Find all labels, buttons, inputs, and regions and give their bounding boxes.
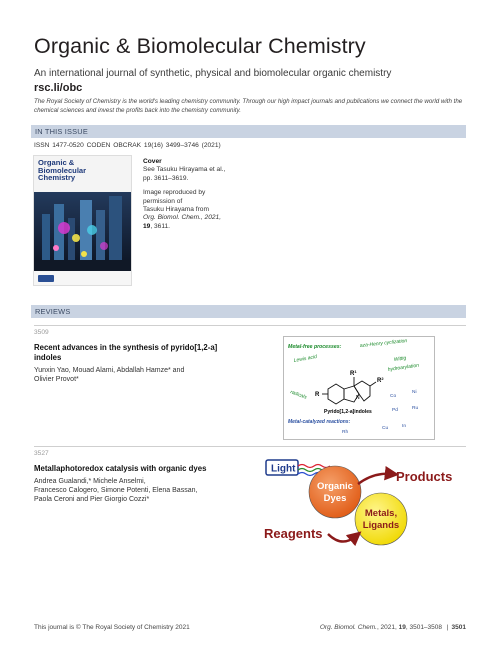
ligands-label: Ligands	[362, 520, 400, 531]
core-label: Pyrido[1,2-a]indoles	[324, 409, 372, 415]
in-this-issue-heading: IN THIS ISSUE	[35, 127, 88, 136]
r2-label: $R^2$	[377, 376, 384, 384]
article-page-number: 3509	[34, 329, 49, 336]
radicals-label: radicals	[289, 389, 308, 401]
reproduced-line1: Image reproduced by	[143, 189, 206, 197]
rsc-logo-icon	[38, 275, 54, 282]
metal-free-label: Metal-free processes:	[288, 344, 342, 350]
cover-image[interactable]	[33, 155, 132, 286]
issn-line: ISSN 1477-0520 CODEN OBCRAK 19(16) 3499–3746 (2021)	[34, 142, 221, 149]
footer-citation: Org. Biomol. Chem., 2021, 19, 3501–3508 | 3501	[319, 624, 466, 631]
metal-cu: Cu	[382, 426, 389, 431]
reagents-label: Reagents	[264, 526, 323, 541]
lewis-acid-label: Lewis acid	[293, 354, 318, 364]
metal-rh: Rh	[342, 430, 349, 435]
divider	[34, 325, 466, 326]
reproduced-line4: Org. Biomol. Chem., 2021,	[143, 214, 222, 222]
toc-graphic-svg	[284, 337, 434, 439]
cover-header	[34, 156, 131, 192]
n-atom-label: N	[356, 395, 360, 401]
metal-pd: Pd	[392, 408, 398, 413]
page-number: 3501	[451, 624, 466, 631]
metal-in: In	[402, 424, 407, 429]
organic-label: Organic	[317, 481, 353, 492]
metal-catalyzed-label: Metal-catalyzed reactions:	[288, 419, 351, 425]
metals-label: Metals,	[364, 508, 398, 519]
cover-footer	[34, 271, 131, 285]
toc-graphic-metallaphotoredox[interactable]	[262, 456, 452, 564]
journal-url[interactable]: rsc.li/obc	[34, 82, 83, 94]
cover-label: Cover	[143, 158, 162, 165]
article-title[interactable]: Recent advances in the synthesis of pyrido[1,2-a] indoles	[34, 343, 218, 362]
journal-title: Organic & Biomolecular Chemistry	[34, 34, 366, 58]
reproduced-line2: permission of	[143, 197, 183, 205]
journal-subtitle: An international journal of synthetic, physical and biomolecular organic chemistry	[34, 68, 392, 79]
arrow-from-reagents	[328, 534, 356, 542]
organic-dyes-circle	[309, 466, 361, 518]
cover-journal-title: Organic & Biomolecular Chemistry	[38, 158, 87, 183]
cover-see[interactable]: See Tasuku Hirayama et al.,	[143, 166, 226, 174]
wittig-label: Wittig	[393, 355, 407, 363]
arrow-to-products	[358, 474, 392, 484]
reviews-bar	[31, 305, 466, 318]
toc-graphic-svg	[262, 456, 452, 564]
metals-ligands-circle	[355, 493, 407, 545]
metal-co: Co	[390, 394, 397, 399]
footer-copyright: This journal is © The Royal Society of Chemistry 2021	[34, 624, 190, 631]
light-wave-icon	[298, 465, 330, 468]
reviews-heading: REVIEWS	[35, 307, 71, 316]
metal-ni: Ni	[412, 390, 417, 395]
pyridoindole-structure	[322, 377, 376, 404]
dyes-label: Dyes	[323, 493, 347, 504]
hydroarylation-label: hydroarylation	[387, 362, 420, 373]
r-label: R	[315, 392, 320, 398]
article-title[interactable]: Metallaphotoredox catalysis with organic dyes	[34, 464, 207, 473]
metal-ru: Ru	[412, 406, 419, 411]
aza-henry-label: aza-Henry cyclization	[359, 338, 408, 349]
article-page-number: 3527	[34, 450, 49, 457]
reproduced-line3: Tasuku Hirayama from	[143, 206, 209, 214]
rsc-blurb: The Royal Society of Chemistry is the world's leading chemistry community. Through our high impact journals and publications we connect the world with the chemical sciences and invest the profits back into the chemistry community.	[34, 98, 463, 114]
products-label: Products	[396, 469, 452, 484]
divider	[34, 446, 466, 447]
cover-pages: pp. 3611–3619.	[143, 174, 189, 182]
light-label: Light	[271, 463, 296, 475]
r1-label: $R^1$	[350, 369, 357, 377]
article-authors: Andrea Gualandi,* Michele Anselmi, Francesco Calogero, Simone Potenti, Elena Bassan, Paola Ceroni and Pier Giorgio Cozzi*	[34, 478, 198, 503]
reproduced-line5: 19, 3611.	[143, 222, 171, 230]
toc-graphic-pyridoindoles[interactable]	[283, 336, 435, 440]
article-authors: Yunxin Yao, Mouad Alami, Abdallah Hamze* and Olivier Provot*	[34, 367, 185, 383]
cover-caption	[143, 158, 225, 231]
in-this-issue-bar	[31, 125, 466, 138]
